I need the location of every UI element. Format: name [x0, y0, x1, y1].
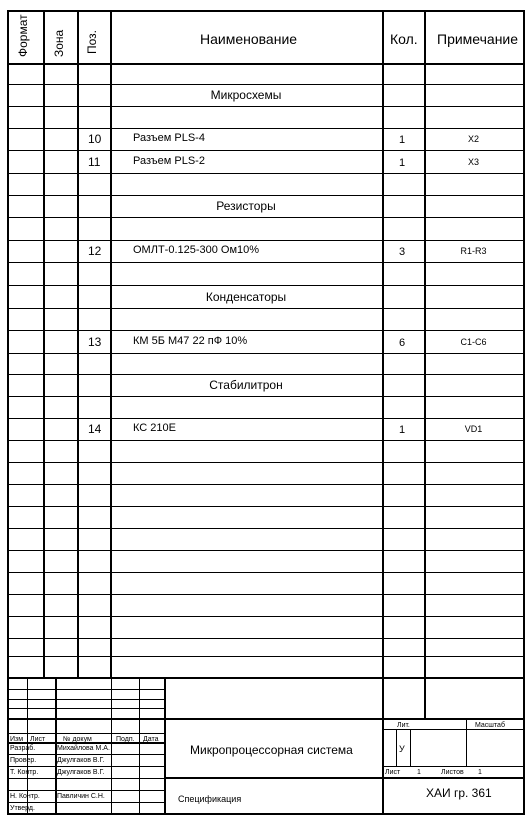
grid-line [396, 729, 397, 766]
grid-line [7, 330, 525, 331]
grid-line [7, 217, 525, 218]
row-name: ОМЛТ-0.125-300 Ом10% [133, 244, 260, 256]
grid-line [7, 484, 525, 485]
row-qty: 1 [399, 424, 406, 436]
row-qty: 1 [399, 156, 406, 169]
header-zone: Зона [52, 29, 66, 57]
section-heading: Стабилитрон [209, 378, 283, 392]
grid-line [7, 285, 525, 286]
grid-line [7, 418, 525, 419]
grid-line [382, 10, 384, 677]
stamp-list: Лист [30, 736, 46, 743]
grid-line [7, 396, 525, 397]
grid-line [7, 718, 525, 720]
stamp-utverd-label: Утверд. [10, 805, 35, 812]
stamp-tkontr-name: Джулгаков В.Г. [57, 769, 105, 776]
stamp-razrab-label: Разраб. [10, 745, 36, 752]
grid-line [7, 63, 525, 65]
stamp-razrab-name: Михайлова М.А. [57, 745, 110, 752]
stamp-doc-no: № докум [63, 736, 92, 743]
grid-line [7, 766, 164, 767]
row-name: КС 210Е [133, 422, 176, 434]
stamp-izm: Изм [10, 736, 24, 743]
grid-line [7, 572, 525, 573]
section-heading: Резисторы [216, 199, 276, 213]
header-note: Примечание [437, 31, 519, 47]
grid-line [7, 150, 525, 151]
row-qty: 3 [399, 246, 406, 258]
stamp-date: Дата [143, 736, 159, 743]
grid-line [7, 813, 525, 815]
grid-line [164, 777, 525, 779]
grid-line [111, 677, 112, 815]
row-pos: 10 [88, 132, 102, 146]
document-type: Спецификация [178, 794, 242, 804]
grid-line [410, 729, 411, 766]
grid-line [466, 718, 467, 766]
stamp-list-value: 1 [417, 769, 421, 776]
row-pos: 12 [88, 244, 102, 258]
grid-line [424, 677, 426, 718]
row-name: Разъем PLS-4 [133, 132, 205, 144]
stamp-nkontr-name: Павличин С.Н. [57, 793, 105, 800]
grid-line [382, 766, 525, 767]
grid-line [7, 708, 164, 709]
grid-line [7, 790, 164, 791]
grid-line [7, 173, 525, 174]
grid-line [7, 656, 525, 657]
grid-line [7, 374, 525, 375]
stamp-massa-label: Масштаб [475, 722, 505, 729]
grid-line [7, 462, 525, 463]
section-heading: Микросхемы [210, 88, 282, 102]
row-note: C1-C6 [460, 336, 487, 347]
grid-line [7, 195, 525, 196]
grid-line [7, 699, 164, 700]
grid-line [110, 10, 112, 677]
grid-line [7, 506, 525, 507]
grid-line [7, 10, 9, 815]
grid-line [523, 10, 525, 815]
header-format: Формат [16, 14, 30, 57]
stamp-sign: Подп. [116, 736, 135, 743]
header-name: Наименование [200, 31, 298, 47]
row-pos: 11 [88, 154, 101, 169]
row-note: VD1 [464, 424, 483, 434]
grid-line [139, 677, 140, 815]
section-heading: Конденсаторы [205, 289, 287, 304]
grid-line [7, 754, 164, 755]
row-name: КМ 5Б М47 22 пФ 10% [133, 334, 248, 347]
grid-line [7, 10, 525, 12]
grid-line [7, 638, 525, 639]
grid-line [382, 677, 384, 815]
stamp-lit-label: Лит. [397, 722, 410, 729]
grid-line [7, 616, 525, 617]
grid-line [7, 594, 525, 595]
row-pos: 13 [88, 334, 102, 349]
stamp-tkontr-label: Т. Контр. [10, 769, 39, 776]
stamp-prover-label: Провер. [10, 757, 37, 764]
grid-line [7, 84, 525, 85]
grid-line [7, 677, 525, 679]
grid-line [7, 240, 525, 241]
grid-line [43, 10, 45, 677]
grid-line [7, 128, 525, 129]
row-note: X2 [467, 134, 479, 144]
document-title: Микропроцессорная система [190, 743, 353, 757]
grid-line [77, 10, 79, 677]
header-pos: Поз. [85, 30, 99, 54]
grid-line [7, 262, 525, 263]
stamp-nkontr-label: Н. Контр. [10, 793, 40, 800]
stamp-listov-label: Листов [441, 769, 464, 776]
grid-line [7, 802, 164, 803]
row-pos: 14 [88, 422, 102, 436]
row-qty: 6 [399, 336, 406, 349]
grid-line [7, 528, 525, 529]
grid-line [7, 778, 164, 779]
grid-line [7, 733, 164, 734]
stamp-lit-value: У [399, 744, 405, 754]
stamp-list-label: Лист [385, 769, 401, 776]
row-name: Разъем PLS-2 [133, 154, 205, 167]
row-note: R1-R3 [460, 246, 487, 256]
grid-line [7, 308, 525, 309]
header-qty: Кол. [390, 31, 418, 47]
stamp-organization: ХАИ гр. 361 [426, 786, 492, 800]
grid-line [7, 353, 525, 354]
grid-line [164, 677, 166, 815]
grid-line [382, 729, 525, 730]
grid-line [7, 106, 525, 107]
stamp-prover-name: Джулгаков В.Г. [57, 757, 105, 764]
grid-line [7, 550, 525, 551]
row-qty: 1 [399, 134, 406, 146]
grid-line [7, 440, 525, 441]
stamp-listov-value: 1 [478, 769, 482, 776]
row-note: X3 [467, 156, 479, 167]
grid-line [7, 689, 164, 690]
